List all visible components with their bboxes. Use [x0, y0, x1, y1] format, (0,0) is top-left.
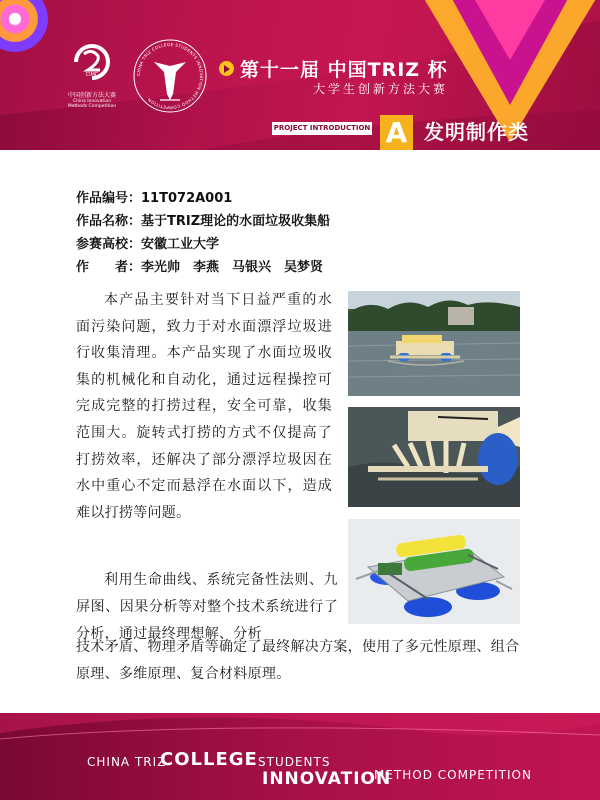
project-id-label: 作品编号： [76, 191, 142, 206]
school-label: 参赛高校： [76, 237, 142, 252]
collector-closeup-photo [348, 407, 520, 507]
boat-on-lake-photo [348, 291, 520, 396]
cimc-logo-en-2: Methods Competition [67, 104, 117, 109]
author-row [76, 256, 396, 279]
cad-model-render [348, 519, 520, 624]
footer-innovation: INNOVATION [262, 769, 392, 789]
project-name-row [76, 210, 396, 233]
author-label: 作 者： [76, 260, 142, 275]
author-value: 李光帅 李燕 马银兴 吴梦贤 [141, 260, 324, 275]
competition-title: 第十一届 中国TRIZ 杯 [240, 59, 448, 81]
project-id-row [76, 187, 396, 210]
footer-china-triz: CHINA TRIZ [87, 755, 167, 769]
project-name-label: 作品名称： [76, 214, 142, 229]
category-letter-badge: A [380, 115, 413, 150]
school-value: 安徽工业大学 [141, 237, 220, 252]
description-paragraph-2-end: 技术矛盾、物理矛盾等确定了最终解决方案，使用了多元性原理、组合原理、多维原理、复合材料原理。 [76, 639, 520, 682]
cimc-logo-mark-icon [70, 40, 114, 84]
school-row [76, 233, 396, 256]
competition-seal-logo [130, 36, 210, 116]
play-arrow-icon [219, 61, 234, 76]
competition-subtitle: 大学生创新方法大赛 [313, 82, 449, 96]
cimc-logo [62, 40, 122, 109]
seal-ring-text: CHINA TRIZ COLLEGE STUDENTS INNOVATION METHOD COMPETITION [135, 41, 205, 111]
project-introduction-label: PROJECT INTRODUCTION [272, 122, 372, 135]
footer-method-competition: METHOD COMPETITION [374, 768, 532, 782]
project-name-value: 基于TRIZ理论的水面垃圾收集船 [141, 214, 331, 229]
footer-college: COLLEGE [160, 749, 258, 770]
description-paragraph-1: 本产品主要针对当下日益严重的水面污染问题，致力于对水面漂浮垃圾进行收集清理。本产品实现了水面垃圾收集的机械化和自动化，通过远程操控可完成完整的打捞过程，安全可靠，收集范围大。旋转式打捞的方式不仅提高了打捞效率，还解决了部分漂浮垃圾因在水中重心不定而悬浮在水面以下，造成难以打捞等问题。 [76, 292, 332, 521]
category-name: 发明制作类 [424, 120, 529, 144]
footer-students: STUDENTS [258, 755, 331, 769]
triangle-decoration-inner [475, 0, 545, 60]
cimc-mark-text: CIMC [85, 72, 99, 78]
description-paragraph-2-start: 利用生命曲线、系统完备性法则、九屏图、因果分析等对整个技术系统进行了分析，通过最终理想解、分析 [76, 572, 338, 642]
project-info-block [76, 187, 396, 279]
poster-footer [0, 713, 600, 800]
cimc-logo-en-1: China Innovation [72, 99, 112, 104]
cimc-logo-cn: 中国创新方法大赛 [67, 92, 116, 99]
poster-header [0, 0, 600, 150]
project-id-value: 11T072A001 [141, 191, 233, 206]
